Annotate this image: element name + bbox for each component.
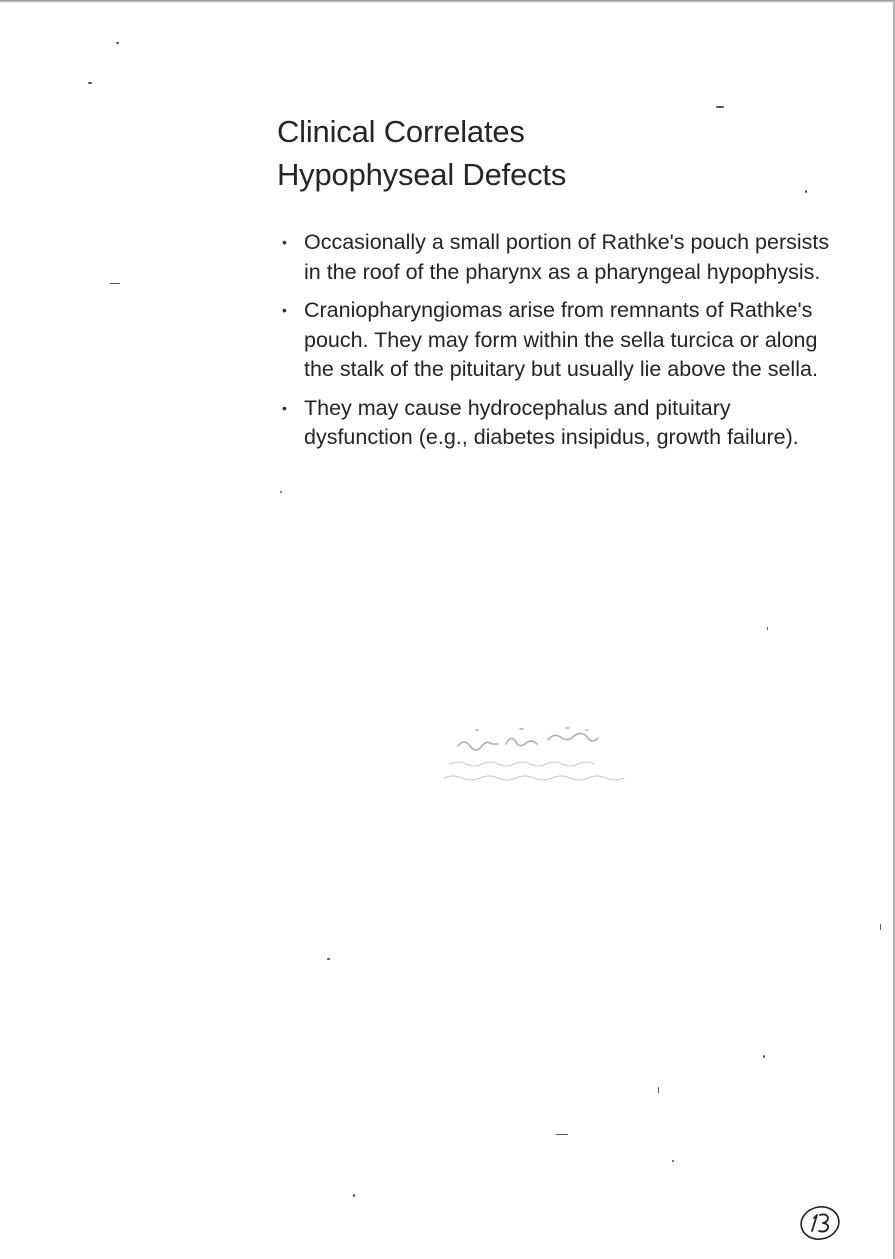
scan-speck — [353, 1194, 355, 1197]
scan-speck — [767, 627, 768, 630]
bullet-list — [279, 228, 839, 462]
list-item — [279, 296, 839, 385]
scan-speck — [556, 1134, 568, 1135]
scan-speck — [88, 82, 92, 84]
scan-speck — [327, 958, 330, 960]
scan-edge-top — [0, 0, 895, 3]
title-line-2: Hypophyseal Defects — [277, 157, 567, 192]
scan-speck — [658, 1087, 659, 1093]
bullet-text: Occasionally a small portion of Rathke's pouch persists in the roof of the pharynx as a pharyngeal hypophysis. — [304, 230, 830, 284]
scan-speck — [280, 491, 282, 493]
library-stamp-icon — [436, 720, 646, 792]
scan-speck — [116, 42, 119, 44]
title-line-1: Clinical Correlates — [277, 114, 525, 149]
scan-speck — [763, 1055, 765, 1058]
scan-speck — [805, 190, 807, 193]
scan-speck — [672, 1160, 674, 1162]
bullet-icon: • — [282, 399, 287, 416]
bullet-text: Craniopharyngiomas arise from remnants of Rathke's pouch. They may form within the sella turcica or along the stalk of the pituitary but usually lie above the sella. — [304, 298, 818, 381]
scan-speck — [880, 924, 881, 930]
bullet-icon: • — [282, 234, 287, 250]
bullet-icon: • — [282, 302, 287, 318]
page-title — [277, 110, 837, 196]
list-item — [279, 228, 839, 287]
scan-speck — [716, 106, 724, 108]
page-number-icon — [798, 1203, 842, 1243]
bullet-text: They may cause hydrocephalus and pituitary dysfunction (e.g., diabetes insipidus, growth failure). — [304, 395, 799, 449]
scan-speck — [110, 283, 120, 284]
list-item — [279, 394, 839, 453]
